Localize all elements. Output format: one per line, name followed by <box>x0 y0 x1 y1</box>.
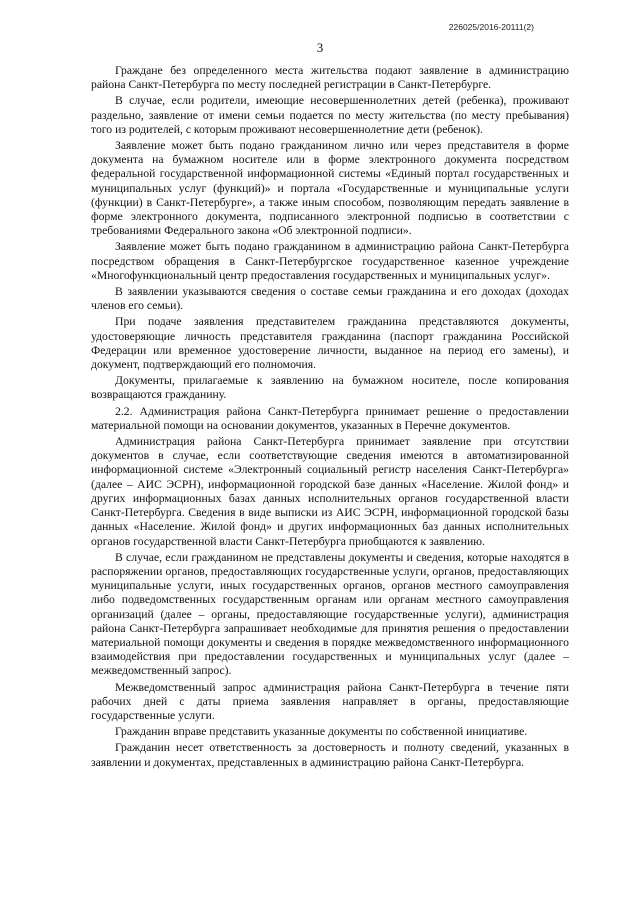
paragraph: Документы, прилагаемые к заявлению на бумажном носителе, после копирования возвращаются гражданину. <box>91 374 569 402</box>
paragraph: При подаче заявления представителем гражданина представляются документы, удостоверяющие личность представителя гражданина (паспорт гражданина Российской Федерации или временное удостоверение личности, выданное на период его замены), и документ, подтверждающий его полномочия. <box>91 315 569 372</box>
paragraph: 2.2. Администрация района Санкт-Петербурга принимает решение о предоставлении материальной помощи на основании документов, указанных в Перечне документов. <box>91 404 569 432</box>
paragraph: Гражданин несет ответственность за достоверность и полноту сведений, указанных в заявлении и документах, представленных в администрацию района Санкт-Петербурга. <box>91 741 569 769</box>
paragraph: В заявлении указываются сведения о составе семьи гражданина и его доходах (доходах членов его семьи). <box>91 285 569 313</box>
paragraph: Администрация района Санкт-Петербурга принимает заявление при отсутствии документов в случае, если соответствующие сведения имеются в автоматизированной информационной системе «Электронный социальный регистр населения Санкт-Петербурга» (далее – АИС ЭСРН), информационной городской базе данных «Население. Жилой фонд» и других информационных базах данных исполнительных органов государственной власти Санкт-Петербурга. Сведения в виде выписки из АИС ЭСРН, информационной городской базы данных «Население. Жилой фонд» и других информационных баз данных исполнительных органов государственной власти Санкт-Петербурга приобщаются к заявлению. <box>91 435 569 548</box>
paragraph: В случае, если гражданином не представлены документы и сведения, которые находятся в распоряжении органов, предоставляющих государственные услуги, органов, предоставляющих муниципальные услуги, иных государственных органов, органов местного самоуправления либо подведомственных государственным органам или органам местного самоуправления организаций (далее – органы, предоставляющие государственные услуги), администрация района Санкт-Петербурга запрашивает необходимые для принятия решения о предоставлении материальной помощи документы и сведения в порядке межведомственного информационного взаимодействия при предоставлении государственных и муниципальных услуг (далее – межведомственный запрос). <box>91 550 569 678</box>
paragraph: Межведомственный запрос администрация района Санкт-Петербурга в течение пяти рабочих дней с даты приема заявления направляет в органы, предоставляющие государственные услуги. <box>91 680 569 722</box>
document-number: 226025/2016-20111(2) <box>448 22 534 32</box>
paragraph: В случае, если родители, имеющие несовершеннолетних детей (ребенка), проживают раздельно, заявление от имени семьи подается по месту жительства (по месту пребывания) того из родителей, с которым проживают несовершеннолетние дети (ребенок). <box>91 94 569 136</box>
page-number: 3 <box>316 40 324 55</box>
paragraph: Граждане без определенного места жительства подают заявление в администрацию района Санкт-Петербурга по месту последней регистрации в Санкт-Петербурге. <box>91 64 569 92</box>
paragraph: Заявление может быть подано гражданином в администрацию района Санкт-Петербурга посредством обращения в Санкт-Петербургское государственное казенное учреждение «Многофункциональный центр предоставления государственных и муниципальных услуг». <box>91 240 569 282</box>
paragraph: Заявление может быть подано гражданином лично или через представителя в форме документа на бумажном носителе или в форме электронного документа посредством федеральной государственной информационной системы «Единый портал государственных и муниципальных услуг (функций)» и портала «Государственные и муниципальные услуги (функции) в Санкт-Петербурге», а также иным способом, позволяющим передать заявление в форме электронного документа, подписанного электронной подписью в соответствии с требованиями Федерального закона «Об электронной подписи». <box>91 139 569 238</box>
document-body <box>91 64 569 772</box>
paragraph: Гражданин вправе представить указанные документы по собственной инициативе. <box>115 725 528 739</box>
